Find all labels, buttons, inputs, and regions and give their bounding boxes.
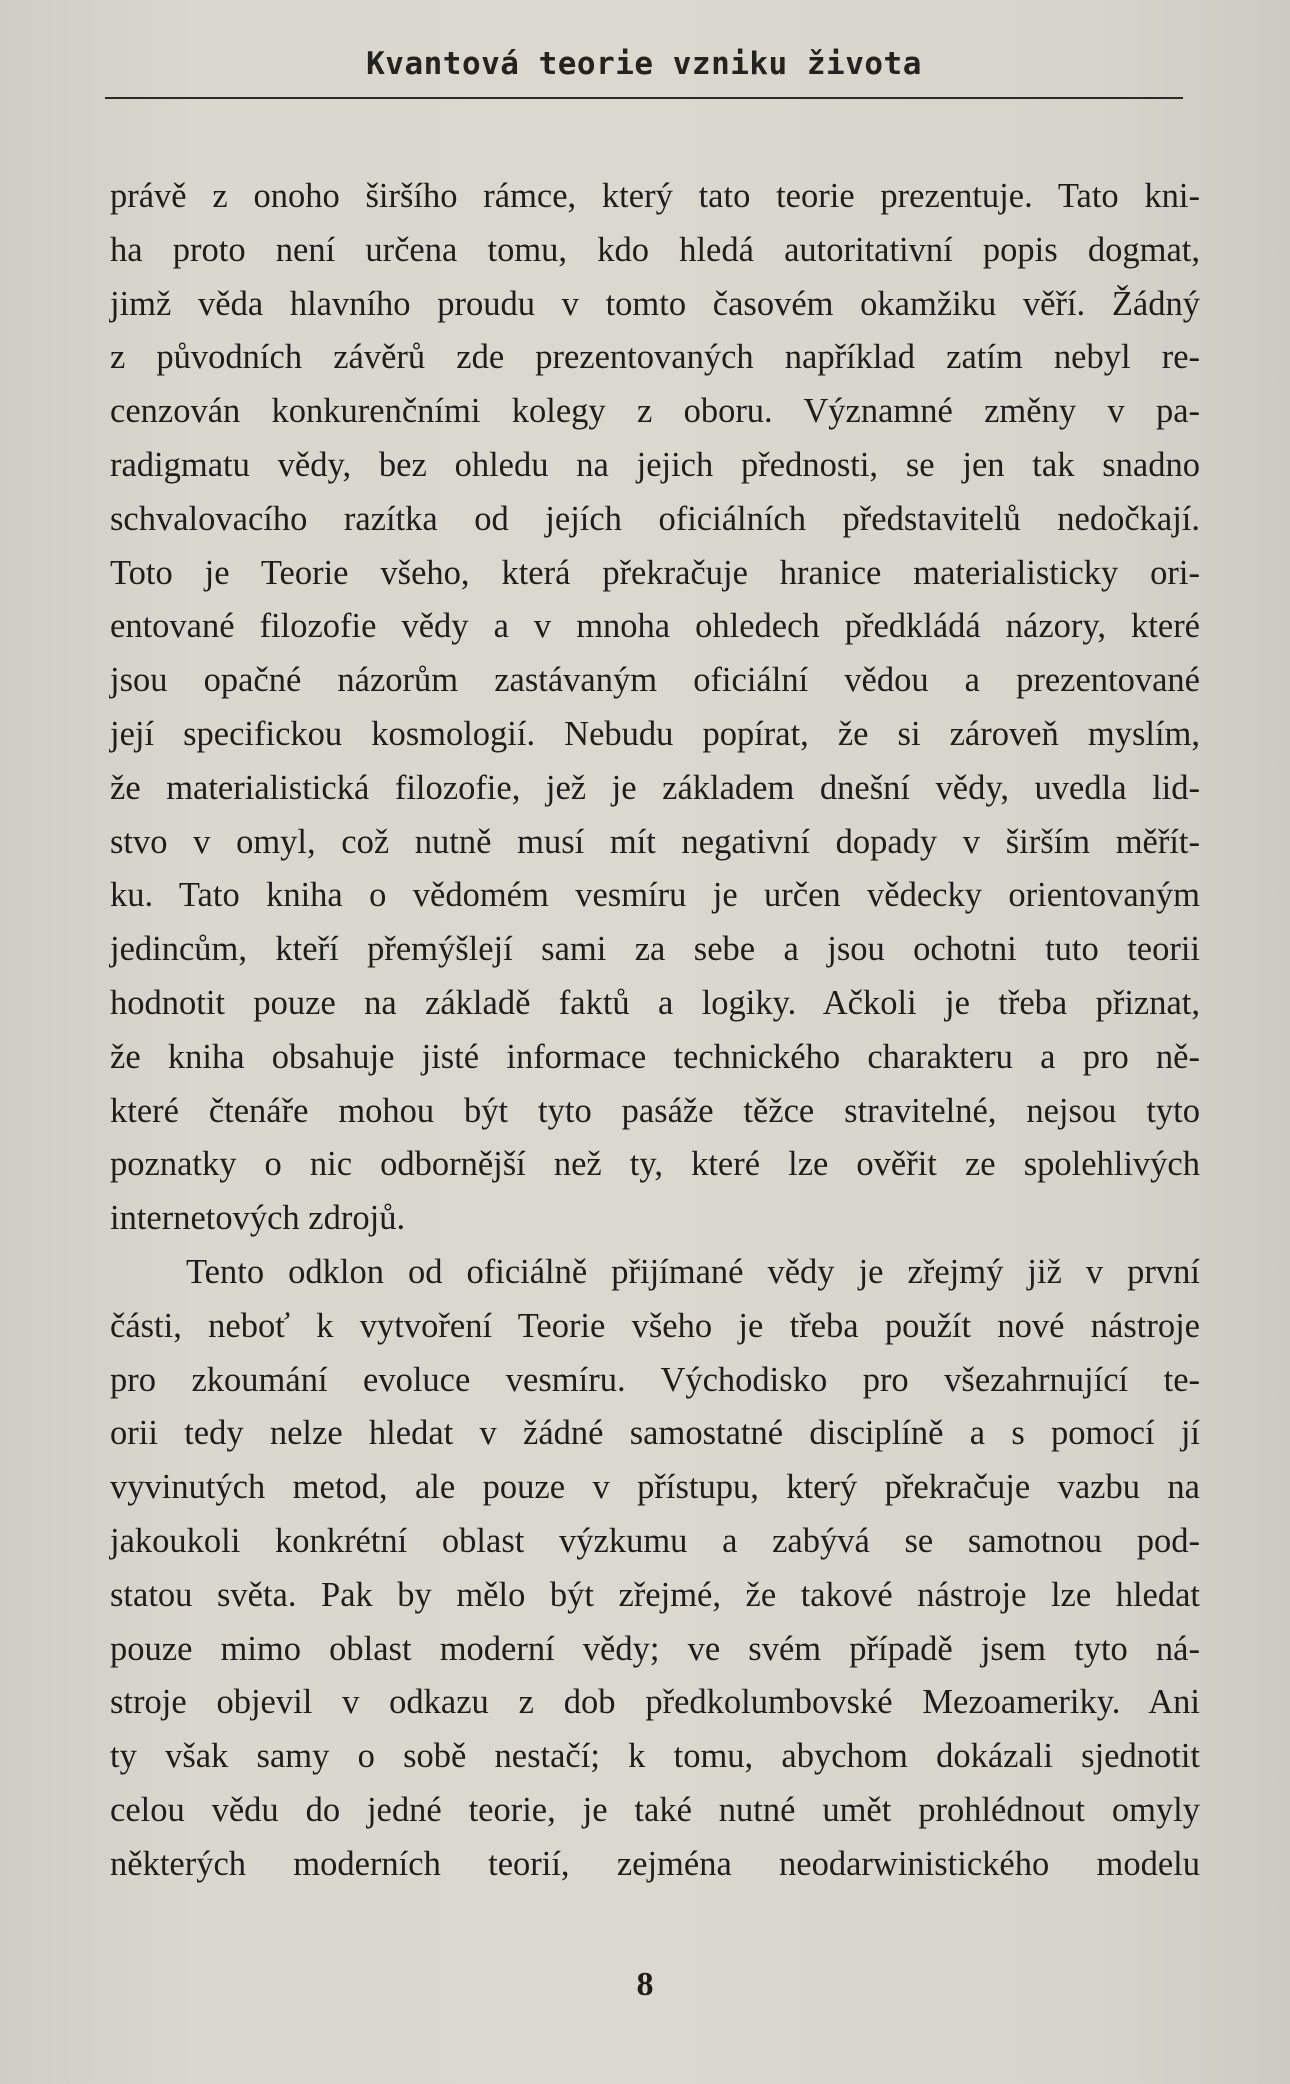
text-line: cenzován konkurenčními kolegy z oboru. Významné změny v pa- — [110, 392, 1200, 431]
text-line: stroje objevil v odkazu z dob předkolumbovské Mezoameriky. Ani — [110, 1683, 1200, 1722]
text-line: jakoukoli konkrétní oblast výzkumu a zabývá se samotnou pod- — [110, 1521, 1200, 1560]
text-line: hodnotit pouze na základě faktů a logiky. Ačkoli je třeba přiznat, — [110, 983, 1200, 1022]
text-line: právě z onoho širšího rámce, který tato teorie prezentuje. Tato kni- — [110, 177, 1200, 215]
text-line: její specifickou kosmologií. Nebudu popírat, že si zároveň myslím, — [110, 714, 1200, 753]
text-line: Toto je Teorie všeho, která překračuje hranice materialisticky ori- — [110, 553, 1200, 592]
text-line: jimž věda hlavního proudu v tomto časovém okamžiku věří. Žádný — [110, 284, 1200, 323]
text-line: ty však samy o sobě nestačí; k tomu, abychom dokázali sjednotit — [110, 1737, 1200, 1776]
body-text — [110, 170, 1200, 1892]
text-line: celou vědu do jedné teorie, je také nutné umět prohlédnout omyly — [110, 1790, 1200, 1829]
paragraph-last-line: internetových zdrojů. — [110, 1199, 406, 1238]
text-line: že kniha obsahuje jisté informace technického charakteru a pro ně- — [110, 1037, 1200, 1076]
text-line: ha proto není určena tomu, kdo hledá autoritativní popis dogmat, — [110, 230, 1200, 269]
text-line: statou světa. Pak by mělo být zřejmé, že takové nástroje lze hledat — [110, 1575, 1200, 1614]
header-rule — [105, 97, 1183, 99]
text-line: jsou opačné názorům zastávaným oficiální vědou a prezentované — [110, 661, 1200, 700]
text-line: schvalovacího razítka od jejích oficiálních představitelů nedočkají. — [110, 499, 1200, 538]
page-number: 8 — [636, 1966, 654, 2003]
text-line: některých moderních teorií, zejména neodarwinistického modelu — [110, 1844, 1200, 1883]
text-line: entované filozofie vědy a v mnoha ohledech předkládá názory, které — [110, 607, 1200, 646]
text-line: pouze mimo oblast moderní vědy; ve svém případě jsem tyto ná- — [110, 1629, 1200, 1668]
text-line: že materialistická filozofie, jež je základem dnešní vědy, uvedla lid- — [110, 768, 1200, 807]
text-line: radigmatu vědy, bez ohledu na jejich přednosti, se jen tak snadno — [110, 445, 1200, 484]
text-line: orii tedy nelze hledat v žádné samostatné disciplíně a s pomocí jí — [110, 1414, 1200, 1453]
text-line: které čtenáře mohou být tyto pasáže těžce stravitelné, nejsou tyto — [110, 1091, 1200, 1130]
running-title: Kvantová teorie vzniku života — [366, 46, 922, 82]
text-line: ku. Tato kniha o vědomém vesmíru je určen vědecky orientovaným — [110, 876, 1200, 915]
text-line: vyvinutých metod, ale pouze v přístupu, který překračuje vazbu na — [110, 1468, 1200, 1507]
text-line: části, neboť k vytvoření Teorie všeho je třeba použít nové nástroje — [110, 1306, 1200, 1345]
paragraph-first-line: Tento odklon od oficiálně přijímané vědy je zřejmý již v první — [186, 1252, 1200, 1291]
text-line: pro zkoumání evoluce vesmíru. Východisko pro všezahrnující te- — [110, 1360, 1200, 1399]
text-line: stvo v omyl, což nutně musí mít negativní dopady v širším měřít- — [110, 822, 1200, 861]
text-line: jedincům, kteří přemýšlejí sami za sebe a jsou ochotni tuto teorii — [110, 930, 1200, 969]
text-line: poznatky o nic odbornější než ty, které lze ověřit ze spolehlivých — [110, 1145, 1200, 1184]
text-line: z původních závěrů zde prezentovaných například zatím nebyl re- — [110, 338, 1200, 377]
